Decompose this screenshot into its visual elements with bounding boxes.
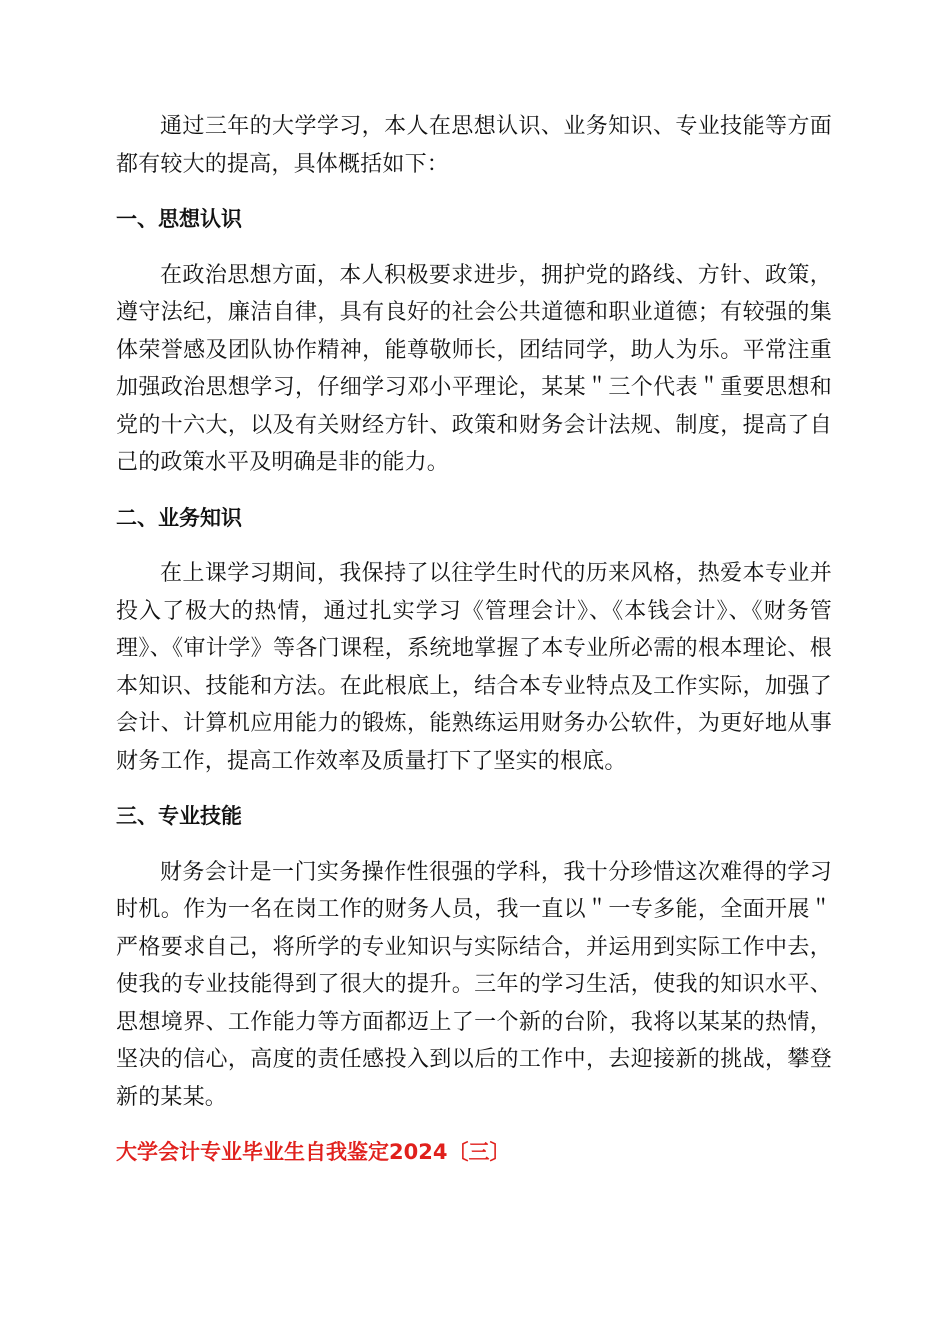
section-heading-business-knowledge: 二、业务知识 (116, 505, 242, 530)
intro-paragraph: 通过三年的大学学习，本人在思想认识、业务知识、专业技能等方面都有较大的提高，具体概括如下： (116, 114, 832, 177)
section-heading-ideology: 一、思想认识 (116, 207, 242, 231)
section-body-ideology: 在政治思想方面，本人积极要求进步，拥护党的路线、方针、政策，遵守法纪，廉洁自律，具有良好的社会公共道德和职业道德；有较强的集体荣誉感及团队协作精神，能尊敬师长，团结同学，助人为乐。平常注重加强政治思想学习，仔细学习邓小平理论，某某＂三个代表＂重要思想和党的十六大，以及有关财经方针、政策和财务会计法规、制度，提高了自己的政策水平及明确是非的能力。 (116, 262, 832, 475)
document-body (116, 108, 832, 1172)
section-professional-skills (116, 798, 832, 1116)
next-article-title: 大学会计专业毕业生自我鉴定2024〔三〕 (116, 1140, 511, 1164)
section-body-business-knowledge: 在上课学习期间，我保持了以往学生时代的历来风格，热爱本专业并投入了极大的热情，通过扎实学习《管理会计》、《本钱会计》、《财务管理》、《审计学》等各门课程，系统地掌握了本专业所必需的根本理论、根本知识、技能和方法。在此根底上，结合本专业特点及工作实际，加强了会计、计算机应用能力的锻炼，能熟练运用财务办公软件，为更好地从事财务工作，提高工作效率及质量打下了坚实的根底。 (116, 561, 832, 774)
section-ideology (116, 201, 832, 482)
section-business-knowledge (116, 500, 832, 781)
section-heading-professional-skills: 三、专业技能 (116, 804, 242, 828)
section-body-professional-skills: 财务会计是一门实务操作性很强的学科，我十分珍惜这次难得的学习时机。作为一名在岗工作的财务人员，我一直以＂一专多能，全面开展＂严格要求自己，将所学的专业知识与实际结合，并运用到实际工作中去，使我的专业技能得到了很大的提升。三年的学习生活，使我的知识水平、思想境界、工作能力等方面都迈上了一个新的台阶，我将以某某的热情，坚决的信心，高度的责任感投入到以后的工作中，去迎接新的挑战，攀登新的某某。 (116, 859, 832, 1110)
